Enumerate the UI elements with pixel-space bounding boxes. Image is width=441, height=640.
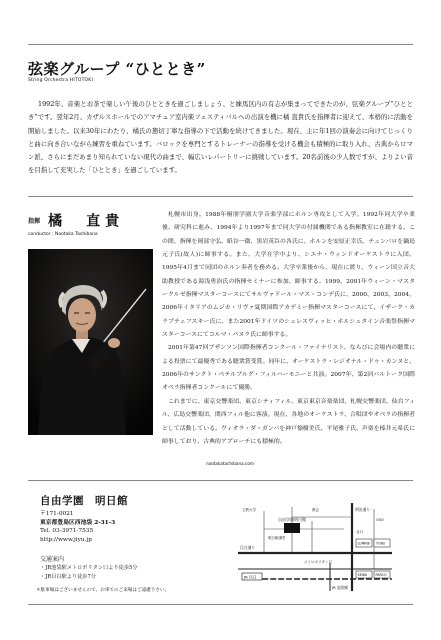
section-rule: [28, 480, 413, 481]
map-label-meijidori: 明治通り: [355, 507, 371, 512]
map-label-oioi: OIOI: [376, 518, 384, 522]
top-rule: [28, 44, 413, 45]
map-label-parco: PARCO: [375, 573, 387, 577]
conductor-photo: [28, 249, 153, 435]
venue-postal: 〒171-0021: [40, 511, 74, 517]
venue-web[interactable]: http://www.jiyu.jp: [40, 537, 93, 544]
map-label-seibu: SEIBU: [357, 573, 368, 577]
access-list: [40, 564, 137, 582]
venue-name: 自由学園 明日館: [40, 495, 128, 507]
page-subtitle: String Orchestra HITOTOKI: [28, 78, 93, 83]
map-label-kita: 北口: [356, 530, 363, 534]
map-label-lumine: LUMINE: [357, 541, 370, 546]
venue-marker: [284, 523, 300, 533]
bottom-rule: [28, 604, 413, 605]
access-item: ・JR池袋駅メトロポリタン口より徒歩5分: [40, 565, 138, 571]
conductor-website[interactable]: naotakatachibana.com: [206, 461, 254, 466]
conductor-biography: [162, 209, 415, 449]
map-label-tobu: TOBU: [376, 541, 386, 546]
access-item: ・JR目白駅より徒歩7分: [40, 574, 96, 580]
venue-tel: Tel. 03-3971-7535: [40, 528, 94, 535]
map-label-hall: 明日館講堂: [268, 536, 286, 540]
bio-paragraph: これまでに、東京交響楽団、東京シティフィル、東京東京音楽楽団、札幌交響楽団、仙台フィル、広島交響楽団、関西フィル他に客演。現在、各地のオーケストラ、合唱団やオペラの指揮者として活動している。ヴィオラ・ダ・ガンバを神戸愉樹美氏、平尾雅子氏、声楽を榛井元希氏に師事しており、古典的アプローチにも積極的。: [162, 398, 415, 445]
map-label-school: 立教大学: [242, 508, 256, 512]
conductor-heading: [28, 210, 124, 231]
map-label-mejirodori: 目白通り: [240, 545, 256, 550]
bio-paragraph: 札幌市出身。1988年桐朋学園大学音楽学部にホルン専攻として入学。1992年同大学卒業後、研究科に進み、1994年より1997年まで同大学の付属機関である指揮教室に在籍する。この間、指揮を岡部守弘、紙谷一衞、黒岩英臣の各氏に、ホルンを安原正幸氏、チェンバロを鍋島元子氏(故人)に師事する。また、大学在学中より、シエナ・ウィンドオーケストラに入団。1995年4月まで同団のホルン奏者を務める。大学卒業後から、現在に渡り、ウィーン国立音大助教授である湯浅勇治氏の指揮セミナーに参加、師事する。1999、2001年ウィーン・マスタークルゼ指揮マスターコースにてサルヴァドール・マス・コンデ氏に、2000、2003、2004、2006年イタリアのムジカ・リヴァ夏期国際アカデミー指揮マスターコースにて、イザーク・カラブチェフスキー氏に、また2001年ドイツのシェレスヴィッヒ・ホルシュタイン音楽祭指揮マスターコースにてコルマ・パヌラ氏に師事する。: [162, 212, 415, 339]
bio-paragraph: 2001年第47回ブザンソン国際指揮者コンクール・ファイナリスト、ならびに会場内の聴衆による投票にて最優秀である聴衆賞受賞。同年に、オーケストラ・レジオナル・ドゥ・カンヌと、2006年のサンクト・ペテルブルグ・フィルハーモニーと共演。2007年、第2回バルトーク国際オペラ指揮者コンクールにて優勝。: [162, 345, 415, 392]
parking-note: ＊駐車場はございませんので、お車でのご来場はご遠慮下さい。: [36, 588, 170, 593]
intro-paragraph: 1992年、音楽とお茶で楽しい午後のひとときを過ごしましょう、と練馬区内の有志が集まってできたのが、弦楽グループ“ひととき”です。翌年2月、カザルスホールでのアマチュア室内楽フェスティバルへの出演を機に橘 直貴氏を指揮者に迎えて、本格的に活動を開始しました。以来30年にわたり、橘氏の懇切丁寧な指導の下で活動を続けてきました。現在、主に年1回の演奏会に向けてじっくりと曲に向き合いながら練習を重ねています。バロックを専門とするトレーナーの指導を受ける機会も積極的に取り入れ、古典からロマン派、さらにまだあまり知られていない現代の曲まで、幅広いレパートリーに挑戦しています。20名前後の少人数ですが、よりよい音を目指して充実した「ひととき」を過ごしています。: [28, 100, 413, 175]
map-label-mejiro-station: JR 目白: [244, 574, 257, 580]
map-label-ikebukuro-station: JR 池袋駅: [332, 585, 349, 590]
access-map: [234, 499, 396, 591]
map-label-church: 教会: [312, 508, 319, 512]
page-title: 弦楽グループ “ひととき”: [28, 60, 206, 78]
map-label-metropolitan: メトロポリタン口: [304, 560, 332, 564]
section-rule: [28, 196, 413, 197]
conductor-name: 橘 直貴: [48, 213, 125, 230]
conductor-portrait-image: [28, 249, 153, 435]
map-label-venue: 自由学園明日館: [278, 517, 306, 522]
conductor-role: 指揮: [28, 218, 41, 225]
venue-address: 東京都豊島区西池袋 2-31-3: [40, 519, 116, 526]
conductor-roman-name: conductor : Naotaka Tachibana: [28, 232, 98, 237]
venue-contact: [40, 510, 115, 545]
access-title: 交通案内: [40, 556, 65, 563]
